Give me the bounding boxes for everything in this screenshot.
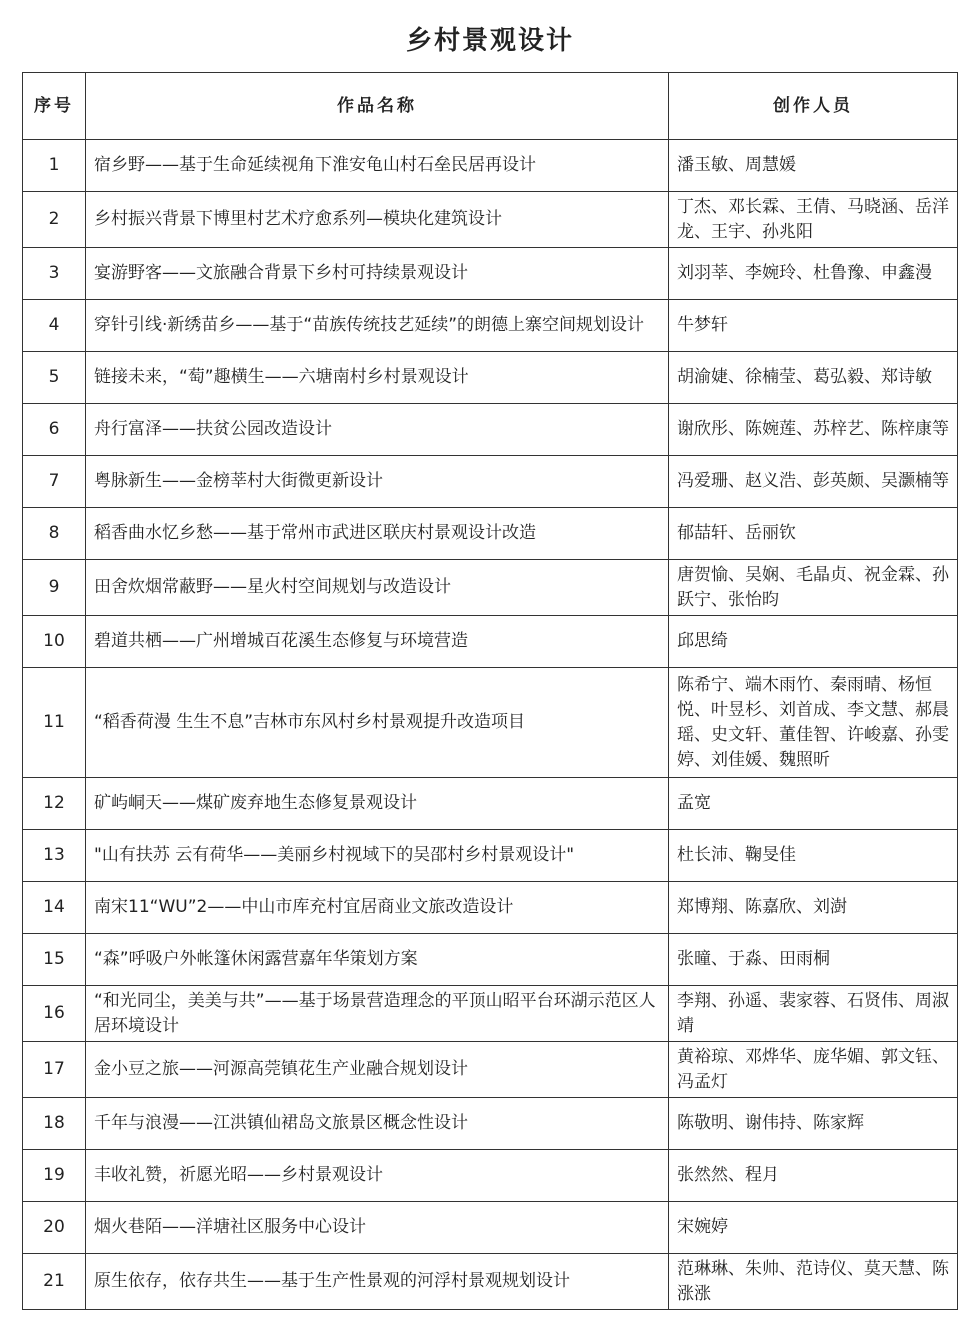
row-index: 1 xyxy=(23,140,86,192)
table-header-row xyxy=(23,73,958,140)
table-row xyxy=(23,404,958,456)
table-row xyxy=(23,616,958,668)
row-index: 21 xyxy=(23,1254,86,1310)
row-index: 17 xyxy=(23,1042,86,1098)
row-index: 3 xyxy=(23,248,86,300)
table-row xyxy=(23,1098,958,1150)
row-creators: 范琳琳、朱帅、范诗仪、莫天慧、陈涨涨 xyxy=(669,1254,958,1310)
table-row xyxy=(23,192,958,248)
table-row xyxy=(23,560,958,616)
row-creators: 邱思绮 xyxy=(669,616,958,668)
header-creators: 创作人员 xyxy=(669,73,958,140)
row-creators: 郁喆轩、岳丽钦 xyxy=(669,508,958,560)
row-index: 18 xyxy=(23,1098,86,1150)
table-body xyxy=(23,140,958,1310)
table-row xyxy=(23,934,958,986)
table-row xyxy=(23,248,958,300)
row-creators: 张然然、程月 xyxy=(669,1150,958,1202)
row-index: 2 xyxy=(23,192,86,248)
row-index: 16 xyxy=(23,986,86,1042)
row-work-name: 穿针引线·新绣苗乡——基于“苗族传统技艺延续”的朗德上寨空间规划设计 xyxy=(86,300,669,352)
row-index: 15 xyxy=(23,934,86,986)
row-index: 10 xyxy=(23,616,86,668)
row-work-name: 矿屿峒天——煤矿废弃地生态修复景观设计 xyxy=(86,778,669,830)
row-work-name: 舟行富泽——扶贫公园改造设计 xyxy=(86,404,669,456)
header-index: 序号 xyxy=(23,73,86,140)
row-work-name: 稻香曲水忆乡愁——基于常州市武进区联庆村景观设计改造 xyxy=(86,508,669,560)
table-row xyxy=(23,830,958,882)
row-work-name: "山有扶苏 云有荷华——美丽乡村视域下的吴邵村乡村景观设计" xyxy=(86,830,669,882)
table-row xyxy=(23,1150,958,1202)
row-work-name: 粤脉新生——金榜莘村大街微更新设计 xyxy=(86,456,669,508)
row-index: 20 xyxy=(23,1202,86,1254)
row-index: 5 xyxy=(23,352,86,404)
table-row xyxy=(23,352,958,404)
row-index: 14 xyxy=(23,882,86,934)
row-creators: 陈希宁、端木雨竹、秦雨晴、杨恒悦、叶昱杉、刘首成、李文慧、郝晨瑶、史文轩、董佳智、许峻嘉、孙雯婷、刘佳媛、魏照昕 xyxy=(669,668,958,778)
row-creators: 孟宽 xyxy=(669,778,958,830)
table-row xyxy=(23,1042,958,1098)
row-creators: 丁杰、邓长霖、王倩、马晓涵、岳洋龙、王宇、孙兆阳 xyxy=(669,192,958,248)
row-creators: 冯爱珊、赵义浩、彭英颇、吴灏楠等 xyxy=(669,456,958,508)
table-row xyxy=(23,1254,958,1310)
row-index: 19 xyxy=(23,1150,86,1202)
row-work-name: “稻香荷漫 生生不息”吉林市东风村乡村景观提升改造项目 xyxy=(86,668,669,778)
table-row xyxy=(23,882,958,934)
row-index: 12 xyxy=(23,778,86,830)
row-work-name: 宿乡野——基于生命延续视角下淮安龟山村石垒民居再设计 xyxy=(86,140,669,192)
table-row xyxy=(23,668,958,778)
row-index: 8 xyxy=(23,508,86,560)
header-name: 作品名称 xyxy=(86,73,669,140)
table-row xyxy=(23,778,958,830)
row-index: 13 xyxy=(23,830,86,882)
row-creators: 李翔、孙遥、裴家蓉、石贤伟、周淑靖 xyxy=(669,986,958,1042)
row-creators: 唐贺愉、吴娴、毛晶贞、祝金霖、孙跃宁、张怡昀 xyxy=(669,560,958,616)
row-creators: 陈敬明、谢伟持、陈家辉 xyxy=(669,1098,958,1150)
table-row xyxy=(23,456,958,508)
row-creators: 刘羽莘、李婉玲、杜鲁豫、申鑫漫 xyxy=(669,248,958,300)
works-table xyxy=(22,72,958,1310)
row-work-name: 南宋11“WU”2——中山市库充村宜居商业文旅改造设计 xyxy=(86,882,669,934)
row-work-name: 链接未来，“萄”趣横生——六塘南村乡村景观设计 xyxy=(86,352,669,404)
table-row xyxy=(23,140,958,192)
row-index: 7 xyxy=(23,456,86,508)
row-creators: 宋婉婷 xyxy=(669,1202,958,1254)
table-row xyxy=(23,508,958,560)
table-row xyxy=(23,1202,958,1254)
row-work-name: 金小豆之旅——河源高莞镇花生产业融合规划设计 xyxy=(86,1042,669,1098)
table-row xyxy=(23,300,958,352)
row-index: 4 xyxy=(23,300,86,352)
row-creators: 谢欣彤、陈婉莲、苏梓艺、陈梓康等 xyxy=(669,404,958,456)
row-work-name: “森”呼吸户外帐篷休闲露营嘉年华策划方案 xyxy=(86,934,669,986)
row-work-name: 碧道共栖——广州增城百花溪生态修复与环境营造 xyxy=(86,616,669,668)
page-title: 乡村景观设计 xyxy=(405,26,574,56)
row-creators: 郑博翔、陈嘉欣、刘澍 xyxy=(669,882,958,934)
row-work-name: 丰收礼赞，祈愿光昭——乡村景观设计 xyxy=(86,1150,669,1202)
row-work-name: 田舍炊烟常蔽野——星火村空间规划与改造设计 xyxy=(86,560,669,616)
row-index: 6 xyxy=(23,404,86,456)
row-creators: 潘玉敏、周慧媛 xyxy=(669,140,958,192)
row-work-name: 原生依存，依存共生——基于生产性景观的河浮村景观规划设计 xyxy=(86,1254,669,1310)
row-creators: 胡渝婕、徐楠莹、葛弘毅、郑诗敏 xyxy=(669,352,958,404)
row-creators: 杜长沛、鞠旻佳 xyxy=(669,830,958,882)
table-row xyxy=(23,986,958,1042)
row-index: 11 xyxy=(23,668,86,778)
row-work-name: 宴游野客——文旅融合背景下乡村可持续景观设计 xyxy=(86,248,669,300)
row-work-name: 千年与浪漫——江洪镇仙裙岛文旅景区概念性设计 xyxy=(86,1098,669,1150)
row-creators: 黄裕琼、邓烨华、庞华媚、郭文钰、冯孟灯 xyxy=(669,1042,958,1098)
row-work-name: 烟火巷陌——洋塘社区服务中心设计 xyxy=(86,1202,669,1254)
row-work-name: 乡村振兴背景下博里村艺术疗愈系列—模块化建筑设计 xyxy=(86,192,669,248)
row-work-name: “和光同尘，美美与共”——基于场景营造理念的平顶山昭平台环湖示范区人居环境设计 xyxy=(86,986,669,1042)
row-creators: 牛梦轩 xyxy=(669,300,958,352)
row-creators: 张曈、于淼、田雨桐 xyxy=(669,934,958,986)
row-index: 9 xyxy=(23,560,86,616)
